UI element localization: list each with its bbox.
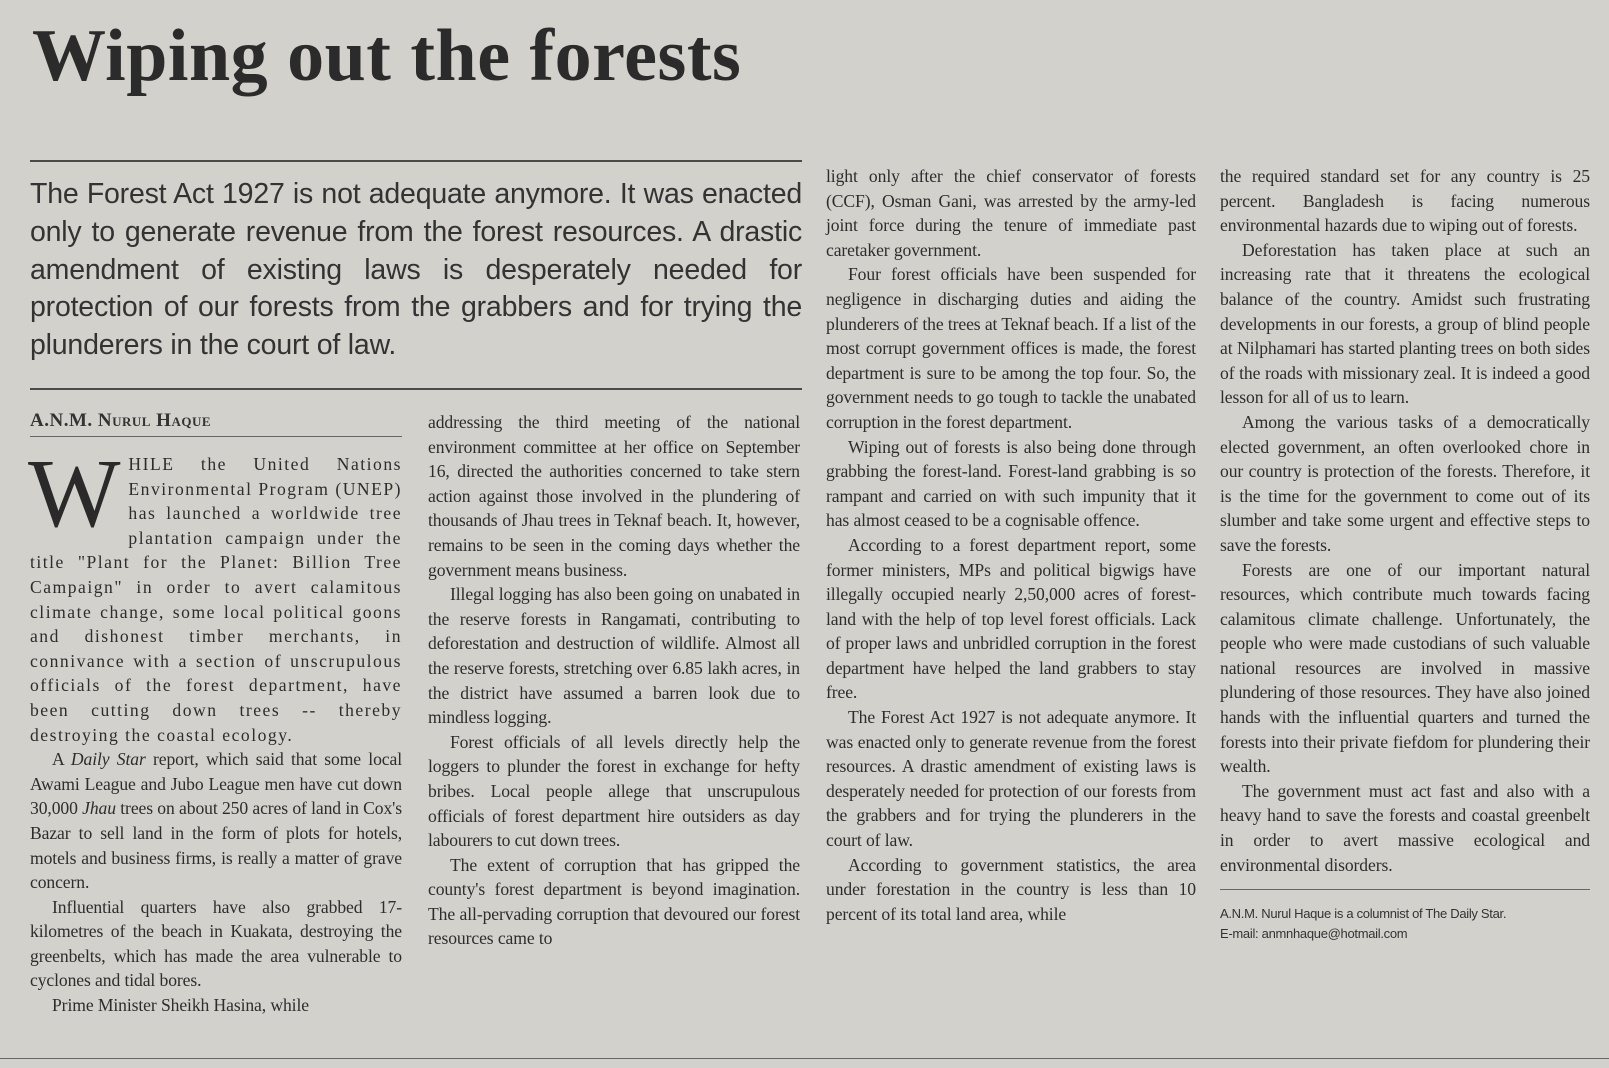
paragraph: The government must act fast and also with a heavy hand to save the forests and coastal greenbelt in order to avert massive ecological and environmental disorders. bbox=[1220, 780, 1590, 875]
newspaper-name: Daily Star bbox=[70, 749, 146, 770]
paragraph: Deforestation has taken place at such an increasing rate that it threatens the ecological balance of the country. Amidst such frustrating developments in our forests, a group of blind people at Nilphamari has started planting trees on both sides of the roads with missionary zeal. It is indeed a good lesson for all of us to learn. bbox=[1220, 239, 1590, 408]
deck-bottom-rule bbox=[30, 388, 802, 390]
page-bottom-rule bbox=[0, 1058, 1609, 1059]
drop-cap: W bbox=[28, 440, 121, 548]
paragraph-lead bbox=[28, 440, 403, 747]
paragraph: The extent of corruption that has gripped the county's forest department is beyond imagination. The all-pervading corruption that devoured our forest resources came to bbox=[428, 854, 800, 949]
paragraph: Forests are one of our important natural resources, which contribute much towards facing calamitous climate challenge. Unfortunately, the people who were made custodians of such valuable national resources are involved in massive plundering of those resources. They have also joined hands with the influential quarters and turned the forests into their private fiefdom for plundering their wealth. bbox=[1220, 559, 1590, 777]
column-4 bbox=[1220, 164, 1590, 944]
column-2 bbox=[428, 410, 800, 951]
paragraph: According to a forest department report, some former ministers, MPs and political bigwigs have illegally occupied nearly 2,50,000 acres of forest-land with the help of top level forest officials. Lack of proper laws and unbridled corruption in the forest department have helped the land grabbers to stay free. bbox=[826, 534, 1196, 703]
column-3 bbox=[826, 164, 1196, 926]
headline: Wiping out the forests bbox=[32, 15, 742, 97]
credit-rule bbox=[1220, 889, 1590, 890]
deck-text: The Forest Act 1927 is not adequate anymore. It was enacted only to generate revenue from the forest resources. A drastic amendment of existing laws is desperately needed for protection of our forests from the grabbers and for trying the plunderers in the court of law. bbox=[30, 178, 802, 362]
paragraph: Four forest officials have been suspended for negligence in discharging duties and aiding the plunderers of the trees at Teknaf beach. If a list of the most corrupt government offices is made, the forest department is sure to be among the top four. So, the government needs to go tough to tackle the unabated corruption in the forest department. bbox=[826, 264, 1196, 432]
paragraph-continued: the required standard set for any country is 25 percent. Bangladesh is facing numerous environmental hazards due to wiping out of forests. bbox=[1220, 166, 1590, 236]
paragraph: Forest officials of all levels directly help the loggers to plunder the forest in exchange for hefty bribes. Local people allege that unscrupulous officials of forest department hire outsiders as day labourers to cut down trees. bbox=[428, 731, 800, 851]
paragraph: Wiping out of forests is also being done through grabbing the forest-land. Forest-land grabbing is so rampant and carried on with such impunity that it has almost ceased to be a cognisable offence. bbox=[826, 436, 1196, 531]
paragraph-continued: light only after the chief conservator of forests (CCF), Osman Gani, was arrested by the army-led joint force during the tenure of immediate past caretaker government. bbox=[826, 166, 1196, 260]
byline-rule bbox=[30, 436, 402, 437]
paragraph: Among the various tasks of a democratically elected government, an often overlooked chore in our country is protection of the forests. Therefore, it is the time for the government to come out of its slumber and take some urgent and effective steps to save the forests. bbox=[1220, 411, 1590, 555]
credit-bio: A.N.M. Nurul Haque is a columnist of The Daily Star. bbox=[1220, 906, 1507, 922]
byline bbox=[30, 410, 211, 432]
byline-name: A.N.M. Nurul Haque bbox=[30, 410, 212, 431]
deck-top-rule bbox=[30, 160, 802, 162]
paragraph-continued: addressing the third meeting of the national environment committee at her office on September 16, directed the authorities concerned to take stern action against those involved in the plundering of thousands of Jhau trees in Teknaf beach. It, however, remains to be seen in the coming days whether the government means business. bbox=[428, 412, 800, 580]
credit-email: E-mail: anmnhaque@hotmail.com bbox=[1220, 926, 1408, 942]
tree-name: Jhau bbox=[82, 798, 116, 819]
paragraph: A Daily Star report, which said that some local Awami League and Jubo League men have cut down 30,000 Jhau trees on about 250 acres of land in Cox's Bazar to sell land in the form of plots for hotels, motels and business firms, is really a matter of grave concern. bbox=[30, 749, 402, 893]
paragraph: The Forest Act 1927 is not adequate anymore. It was enacted only to generate revenue from the forest resources. A drastic amendment of existing laws is desperately needed for protection of our forests from the grabbers and for trying the plunderers in the court of law. bbox=[826, 707, 1196, 851]
column-1 bbox=[28, 440, 403, 1018]
paragraph: Prime Minister Sheikh Hasina, while bbox=[52, 995, 309, 1016]
paragraph: According to government statistics, the area under forestation in the country is less than 10 percent of its total land area, while bbox=[826, 854, 1196, 924]
lead-text: HILE the United Nations Environmental Program (UNEP) has launched a worldwide tree plantation campaign under the title "Plant for the Planet: Billion Tree Campaign" in order to avert calamitous climate change, some local political goons and dishonest timber merchants, in connivance with a section of unscrupulous officials of the forest department, have been cutting down trees -- thereby destroying the coastal ecology. bbox=[30, 454, 403, 745]
author-credit bbox=[1220, 904, 1590, 944]
paragraph: Illegal logging has also been going on unabated in the reserve forests in Rangamati, contributing to deforestation and destruction of wildlife. Almost all the reserve forests, stretching over 6.85 lakh acres, in the district have assumed a barren look due to mindless logging. bbox=[428, 584, 800, 728]
paragraph: Influential quarters have also grabbed 17-kilometres of the beach in Kuakata, destroying the greenbelts, which has made the area vulnerable to cyclones and tidal bores. bbox=[30, 896, 402, 991]
